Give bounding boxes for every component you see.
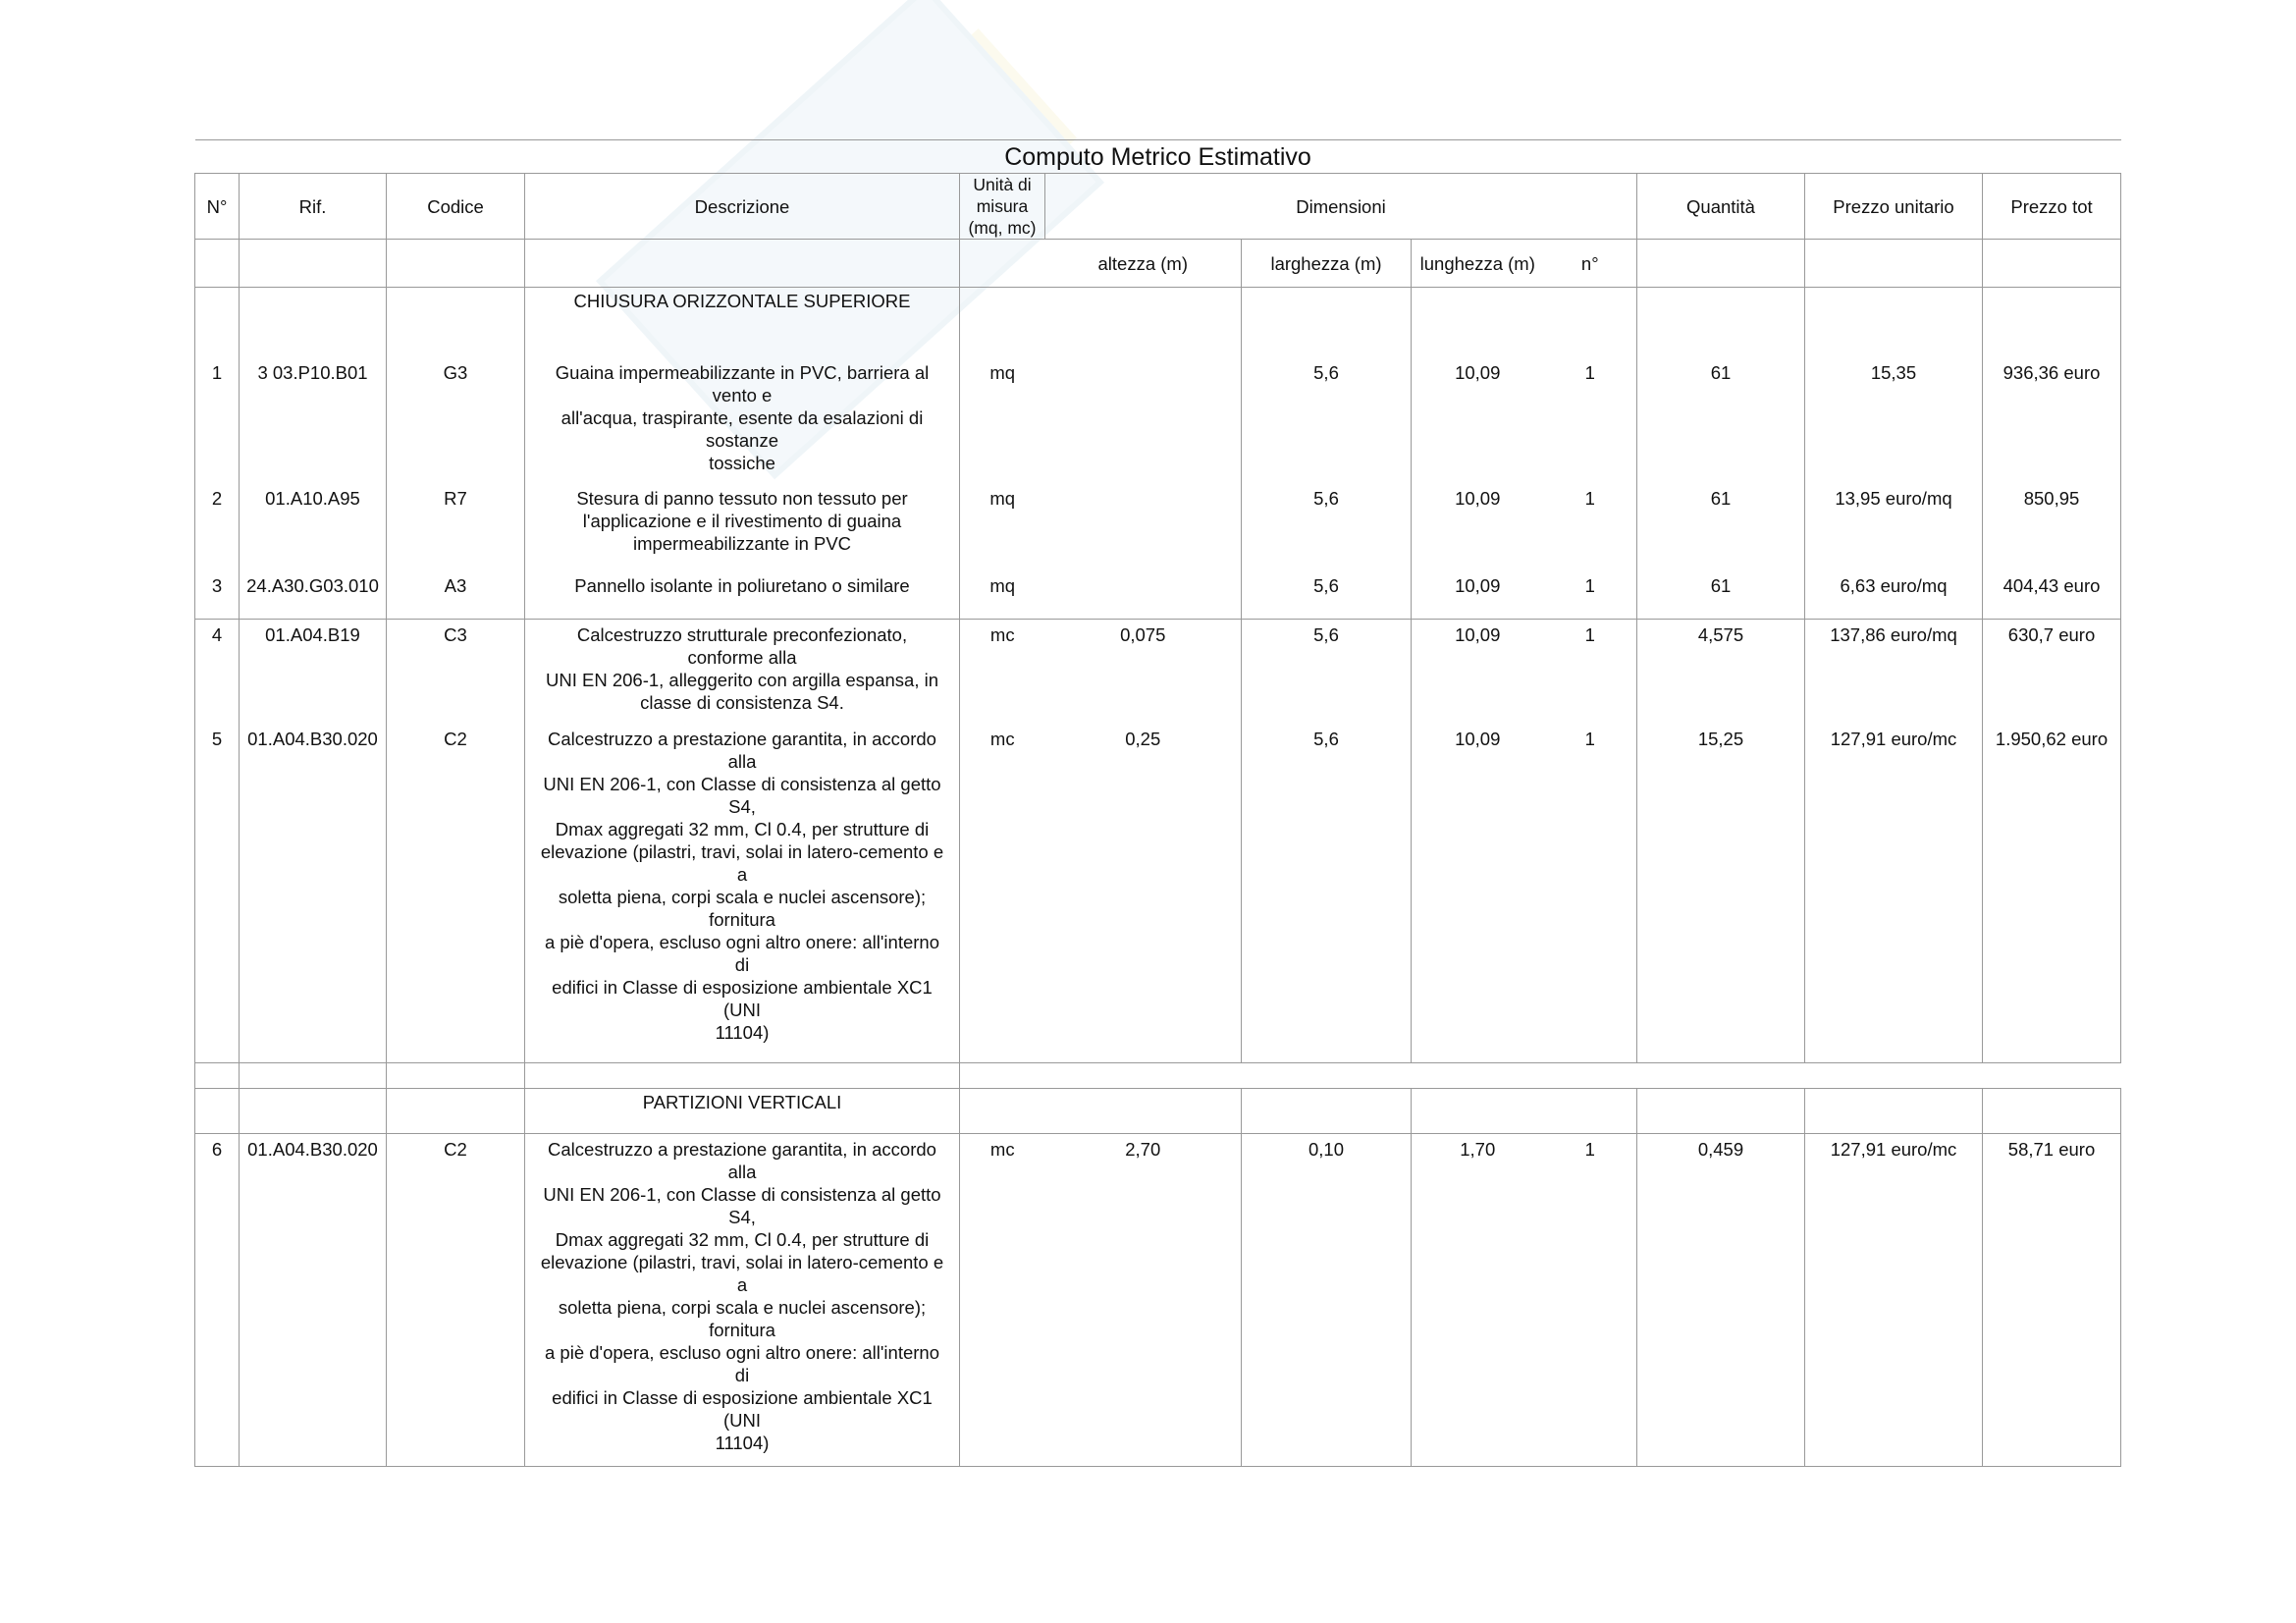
table-row: [195, 1134, 2121, 1467]
row-descrizione: Calcestruzzo strutturale preconfezionato, conforme alla UNI EN 206-1, alleggerito con argilla espansa, in classe di consistenza S4.: [525, 620, 960, 724]
row-codice: A3: [387, 570, 525, 620]
row-num: 1: [1544, 483, 1637, 570]
row-quantita: 61: [1637, 570, 1805, 620]
row-quantita: 61: [1637, 357, 1805, 483]
header-codice: Codice: [387, 174, 525, 240]
row-number: 2: [195, 483, 240, 570]
row-larghezza: 5,6: [1242, 570, 1412, 620]
row-prezzo-unitario: 6,63 euro/mq: [1805, 570, 1983, 620]
row-number: 1: [195, 357, 240, 483]
row-descrizione: Calcestruzzo a prestazione garantita, in accordo alla UNI EN 206-1, con Classe di consistenza al getto S4, Dmax aggregati 32 mm, Cl 0.4, per strutture di elevazione (pilastri, travi, solai in latero-cemento e a soletta piena, corpi scala e nuclei ascensore); fornitura a piè d'opera, escluso ogni altro onere: all'interno di edifici in Classe di esposizione ambientale XC1 (UNI 11104): [525, 724, 960, 1063]
row-quantita: 15,25: [1637, 724, 1805, 1063]
row-unita: mq: [960, 483, 1045, 570]
row-lunghezza: 10,09: [1412, 357, 1544, 483]
row-unita: mq: [960, 357, 1045, 483]
row-unita: mc: [960, 1134, 1045, 1467]
section-row: [195, 1089, 2121, 1134]
row-codice: R7: [387, 483, 525, 570]
row-rif: 24.A30.G03.010: [240, 570, 387, 620]
table-row: [195, 570, 2121, 620]
row-altezza: 0,25: [1045, 724, 1242, 1063]
section-title: PARTIZIONI VERTICALI: [525, 1089, 960, 1134]
row-descrizione: Stesura di panno tessuto non tessuto per l'applicazione e il rivestimento di guaina impermeabilizzante in PVC: [525, 483, 960, 570]
header-n: N°: [195, 174, 240, 240]
header-larghezza: larghezza (m): [1242, 240, 1412, 288]
row-codice: C2: [387, 1134, 525, 1467]
row-prezzo-tot: 58,71 euro: [1983, 1134, 2121, 1467]
row-lunghezza: 1,70: [1412, 1134, 1544, 1467]
spacer-row: [195, 1063, 2121, 1089]
row-prezzo-unitario: 137,86 euro/mq: [1805, 620, 1983, 724]
row-descrizione: Guaina impermeabilizzante in PVC, barriera al vento e all'acqua, traspirante, esente da esalazioni di sostanze tossiche: [525, 357, 960, 483]
table-row: [195, 724, 2121, 1063]
row-codice: C3: [387, 620, 525, 724]
row-prezzo-unitario: 15,35: [1805, 357, 1983, 483]
row-prezzo-tot: 630,7 euro: [1983, 620, 2121, 724]
row-larghezza: 5,6: [1242, 357, 1412, 483]
row-rif: 01.A04.B30.020: [240, 1134, 387, 1467]
title-row: [195, 140, 2121, 174]
table-row: [195, 357, 2121, 483]
row-larghezza: 5,6: [1242, 620, 1412, 724]
header-row: [195, 174, 2121, 240]
header-unita: Unità di misura (mq, mc): [960, 174, 1045, 240]
row-rif: 3 03.P10.B01: [240, 357, 387, 483]
row-num: 1: [1544, 1134, 1637, 1467]
row-prezzo-tot: 850,95: [1983, 483, 2121, 570]
row-prezzo-unitario: 13,95 euro/mq: [1805, 483, 1983, 570]
row-codice: G3: [387, 357, 525, 483]
header-prezzo-tot: Prezzo tot: [1983, 174, 2121, 240]
header-num: n°: [1544, 240, 1637, 288]
row-prezzo-tot: 404,43 euro: [1983, 570, 2121, 620]
row-lunghezza: 10,09: [1412, 620, 1544, 724]
row-quantita: 61: [1637, 483, 1805, 570]
row-num: 1: [1544, 570, 1637, 620]
row-unita: mc: [960, 724, 1045, 1063]
header-altezza: altezza (m): [1045, 240, 1242, 288]
row-number: 5: [195, 724, 240, 1063]
row-quantita: 0,459: [1637, 1134, 1805, 1467]
row-lunghezza: 10,09: [1412, 570, 1544, 620]
row-prezzo-tot: 936,36 euro: [1983, 357, 2121, 483]
header-quantita: Quantità: [1637, 174, 1805, 240]
row-larghezza: 5,6: [1242, 724, 1412, 1063]
row-altezza: 0,075: [1045, 620, 1242, 724]
row-quantita: 4,575: [1637, 620, 1805, 724]
row-larghezza: 0,10: [1242, 1134, 1412, 1467]
row-number: 3: [195, 570, 240, 620]
row-num: 1: [1544, 620, 1637, 724]
subheader-row: [195, 240, 2121, 288]
table-row: [195, 620, 2121, 724]
row-prezzo-unitario: 127,91 euro/mc: [1805, 1134, 1983, 1467]
row-number: 4: [195, 620, 240, 724]
row-altezza: [1045, 570, 1242, 620]
header-lunghezza: lunghezza (m): [1412, 240, 1544, 288]
row-prezzo-tot: 1.950,62 euro: [1983, 724, 2121, 1063]
row-prezzo-unitario: 127,91 euro/mc: [1805, 724, 1983, 1063]
table-row: [195, 483, 2121, 570]
row-rif: 01.A04.B30.020: [240, 724, 387, 1063]
row-rif: 01.A10.A95: [240, 483, 387, 570]
header-rif: Rif.: [240, 174, 387, 240]
row-codice: C2: [387, 724, 525, 1063]
row-descrizione: Pannello isolante in poliuretano o similare: [525, 570, 960, 620]
computo-table: [194, 139, 2121, 1467]
header-descrizione: Descrizione: [525, 174, 960, 240]
row-num: 1: [1544, 724, 1637, 1063]
row-lunghezza: 10,09: [1412, 483, 1544, 570]
row-number: 6: [195, 1134, 240, 1467]
row-altezza: [1045, 357, 1242, 483]
row-descrizione: Calcestruzzo a prestazione garantita, in accordo alla UNI EN 206-1, con Classe di consistenza al getto S4, Dmax aggregati 32 mm, Cl 0.4, per strutture di elevazione (pilastri, travi, solai in latero-cemento e a soletta piena, corpi scala e nuclei ascensore); fornitura a piè d'opera, escluso ogni altro onere: all'interno di edifici in Classe di esposizione ambientale XC1 (UNI 11104): [525, 1134, 960, 1467]
row-rif: 01.A04.B19: [240, 620, 387, 724]
section-title: CHIUSURA ORIZZONTALE SUPERIORE: [525, 288, 960, 357]
row-num: 1: [1544, 357, 1637, 483]
header-prezzo-unitario: Prezzo unitario: [1805, 174, 1983, 240]
row-unita: mc: [960, 620, 1045, 724]
row-lunghezza: 10,09: [1412, 724, 1544, 1063]
header-dimensioni: Dimensioni: [1045, 174, 1637, 240]
section-row: [195, 288, 2121, 357]
row-larghezza: 5,6: [1242, 483, 1412, 570]
row-unita: mq: [960, 570, 1045, 620]
document-title: Computo Metrico Estimativo: [195, 140, 2121, 174]
row-altezza: 2,70: [1045, 1134, 1242, 1467]
row-altezza: [1045, 483, 1242, 570]
